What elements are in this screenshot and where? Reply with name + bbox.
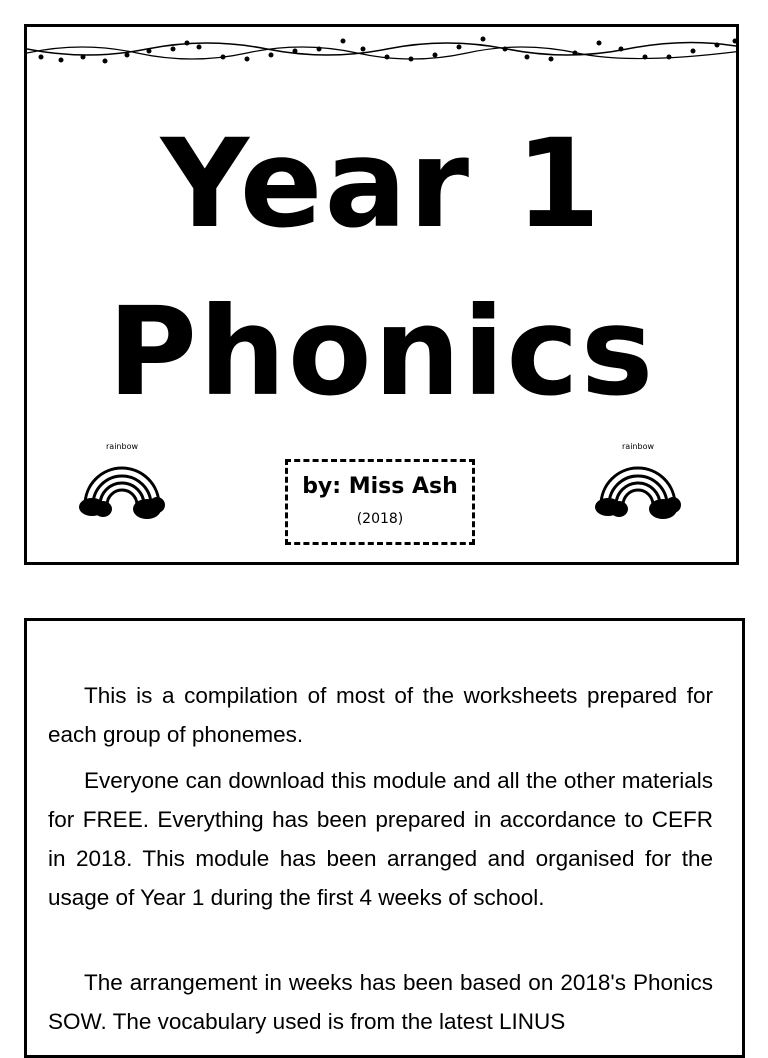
introduction-page <box>24 618 745 1058</box>
cover-page <box>24 24 739 565</box>
rainbow-icon <box>593 435 683 525</box>
intro-paragraph: Everyone can download this module and all the other materials for FREE. Everything has been prepared in accordance to CEFR in 2018. This module has been arranged and organised for the usage of Year 1 during the first 4 weeks of school. <box>48 768 713 910</box>
author-name: by: Miss Ash <box>302 474 458 499</box>
rainbow-label: rainbow <box>106 442 138 451</box>
author-box <box>285 459 475 545</box>
title-line-2: Phonics <box>107 281 656 423</box>
intro-paragraph: This is a compilation of most of the worksheets prepared for each group of phonemes. <box>48 683 713 747</box>
string-lights-icon <box>27 27 739 77</box>
intro-paragraph: The arrangement in weeks has been based on 2018's Phonics SOW. The vocabulary used is from the latest LINUS <box>48 970 713 1034</box>
publication-year: (2018) <box>356 511 404 527</box>
rainbow-icon <box>77 435 167 525</box>
rainbow-label: rainbow <box>622 442 654 451</box>
title-line-1: Year 1 <box>160 113 603 255</box>
